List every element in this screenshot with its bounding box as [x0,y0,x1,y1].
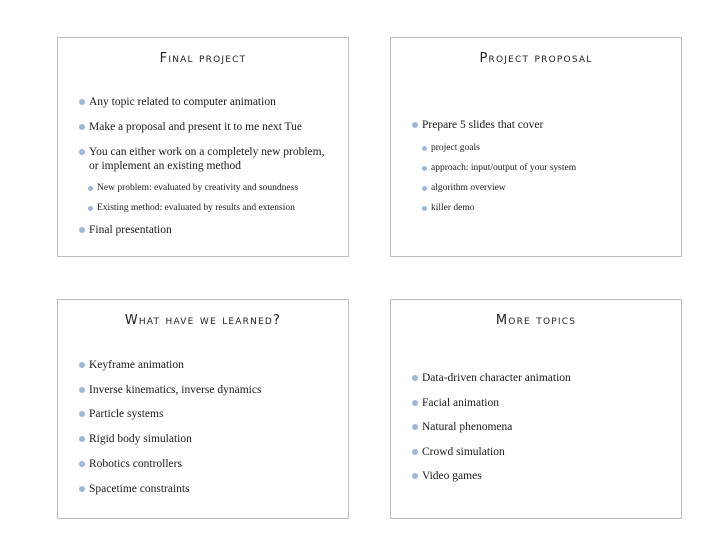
list-item-text: Video games [422,470,482,482]
list-item-text: Make a proposal and present it to me next Tue [89,121,303,133]
list-item-text: killer demo [431,203,475,213]
bullet-dot-icon [79,149,85,155]
list-item [422,142,480,154]
bullet-dot-icon [412,424,418,430]
list-item [422,162,576,174]
bullet-dot-icon [422,186,427,191]
list-item [412,118,543,132]
list-item-text: Facial animation [422,397,499,409]
slide-what-have-we-learned [57,299,349,519]
list-item [79,120,302,134]
slide-title: Final project [159,51,247,66]
list-item-text: Robotics controllers [89,458,182,470]
list-item [422,182,506,194]
bullet-dot-icon [88,206,93,211]
list-item [412,371,571,385]
list-item-text: Particle systems [89,408,164,420]
slide-title: More topics [495,313,577,328]
bullet-dot-icon [79,362,85,368]
bullet-dot-icon [412,122,418,128]
list-item [422,202,475,214]
list-item-text: Natural phenomena [422,421,513,433]
slide-title: Project proposal [479,51,593,66]
slide-more-topics [390,299,682,519]
list-item-text: Inverse kinematics, inverse dynamics [89,384,262,396]
list-item-text: Crowd simulation [422,446,505,458]
bullet-dot-icon [412,473,418,479]
bullet-dot-icon [412,400,418,406]
list-item-text: Keyframe animation [89,359,184,371]
bullet-dot-icon [88,186,93,191]
bullet-dot-icon [79,387,85,393]
list-item [79,407,163,421]
bullet-dot-icon [412,449,418,455]
list-item-text: Spacetime constraints [89,483,190,495]
list-item-text: Prepare 5 slides that cover [422,119,544,131]
list-item-text: approach: input/output of your system [431,163,577,173]
slide-final-project [57,37,349,257]
bullet-dot-icon [422,206,427,211]
bullet-dot-icon [422,146,427,151]
list-item [79,95,276,109]
list-item-text: New problem: evaluated by creativity and soundness [97,183,299,193]
list-item-text: Any topic related to computer animation [89,96,276,108]
list-item-text: or implement an existing method [89,160,242,172]
bullet-dot-icon [79,411,85,417]
list-item [412,445,505,459]
bullet-dot-icon [79,486,85,492]
bullet-dot-icon [79,461,85,467]
list-item [79,383,261,397]
list-item [412,420,512,434]
slide-title: What have we learned? [124,313,282,328]
list-item [79,358,184,372]
list-item-text: project goals [431,143,480,153]
list-item [88,182,298,194]
list-item [79,482,190,496]
list-item-text: Data-driven character animation [422,372,571,384]
list-item [412,469,482,483]
list-item [79,457,182,471]
bullet-dot-icon [79,227,85,233]
bullet-dot-icon [79,436,85,442]
list-item [79,432,192,446]
bullet-dot-icon [79,99,85,105]
bullet-dot-icon [422,166,427,171]
list-item [79,145,339,173]
list-item-text: Final presentation [89,224,172,236]
list-item-text: You can either work on a completely new problem, [89,146,325,158]
bullet-dot-icon [79,124,85,130]
list-item [88,202,295,214]
list-item-text: Existing method: evaluated by results and extension [97,203,295,213]
slide-project-proposal [390,37,682,257]
list-item-text: algorithm overview [431,183,506,193]
bullet-dot-icon [412,375,418,381]
list-item-text: Rigid body simulation [89,433,192,445]
list-item [412,396,499,410]
list-item [79,223,172,237]
